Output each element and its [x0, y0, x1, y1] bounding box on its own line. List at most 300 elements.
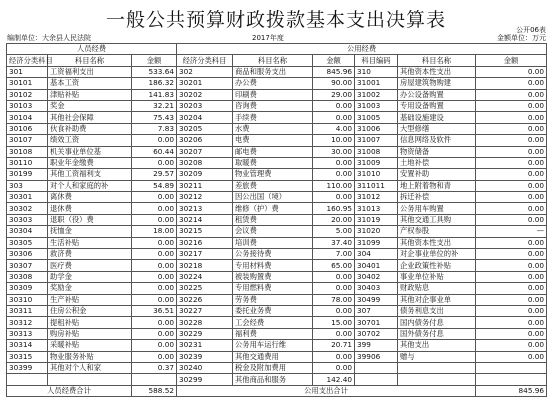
public-b-code-cell: 30403 — [355, 283, 398, 294]
totals-row — [7, 385, 547, 396]
personnel-code-cell: 30106 — [7, 123, 48, 134]
public-a-amount-cell: 0.00 — [313, 328, 355, 339]
table-row — [7, 226, 547, 237]
public-b-code-cell: 31009 — [355, 157, 398, 168]
public-b-amount-cell: 0.00 — [476, 89, 547, 100]
public-b-amount-cell: 0.00 — [476, 260, 547, 271]
public-b-amount-cell: 0.00 — [476, 135, 547, 146]
personnel-amount-cell: 533.64 — [132, 66, 177, 77]
column-header-row — [7, 55, 547, 66]
personnel-code-cell: 30101 — [7, 78, 48, 89]
compiling-unit: 编制单位：大余县人民法院 — [7, 34, 91, 42]
public-b-name-cell: 赠与 — [398, 351, 476, 362]
public-a-amount-cell: 10.00 — [313, 135, 355, 146]
public-b-name-cell: 土地补偿 — [398, 157, 476, 168]
public-a-code-cell: 30240 — [177, 362, 233, 373]
public-b-code-cell: 30499 — [355, 294, 398, 305]
personnel-code-cell: 30306 — [7, 249, 48, 260]
personnel-amount-cell: 36.51 — [132, 305, 177, 316]
public-a-name-cell: 被装购置费 — [233, 271, 313, 282]
report-title: 一般公共预算财政拨款基本支出决算表 — [105, 9, 446, 31]
personnel-code-cell: 30304 — [7, 226, 48, 237]
public-b-name-cell: 拆迁补偿 — [398, 192, 476, 203]
personnel-name-cell: 伙食补助费 — [48, 123, 132, 134]
public-b-code-cell: 31007 — [355, 135, 398, 146]
personnel-name-cell: 职业年金缴费 — [48, 157, 132, 168]
personnel-code-cell: 30311 — [7, 305, 48, 316]
personnel-name-cell: 绩效工资 — [48, 135, 132, 146]
personnel-code-cell: 301 — [7, 66, 48, 77]
public-b-amount-cell: 0.00 — [476, 249, 547, 260]
report-year: 2017年度 — [252, 34, 284, 42]
public-a-amount-cell: 845.96 — [313, 66, 355, 77]
public-a-code-cell: 30202 — [177, 89, 233, 100]
personnel-name-cell: 奖金 — [48, 100, 132, 111]
public-a-code-cell: 30227 — [177, 305, 233, 316]
personnel-code-cell: 30315 — [7, 351, 48, 362]
personnel-amount-cell: 0.00 — [132, 214, 177, 225]
public-b-name-cell: 国内债务付息 — [398, 317, 476, 328]
public-a-name-cell: 咨询费 — [233, 100, 313, 111]
public-b-amount-cell: 0.00 — [476, 157, 547, 168]
public-b-name-cell: 地上附着物和青 — [398, 180, 476, 191]
public-b-name-cell: 产权参股 — [398, 226, 476, 237]
public-a-amount-cell: 0.00 — [313, 362, 355, 373]
public-b-code-cell: 31006 — [355, 123, 398, 134]
table-row — [7, 351, 547, 362]
public-b-amount-cell: 0.00 — [476, 305, 547, 316]
personnel-amount-cell: 29.57 — [132, 169, 177, 180]
public-b-amount-cell: 0.00 — [476, 328, 547, 339]
public-b-code-cell: 30401 — [355, 260, 398, 271]
personnel-amount-cell: 0.00 — [132, 260, 177, 271]
public-a-code-cell: 30213 — [177, 203, 233, 214]
personnel-name-cell: 物业服务补贴 — [48, 351, 132, 362]
public-b-name-cell: 公务用车购置 — [398, 203, 476, 214]
col-header-code: 经济分类科目 — [7, 55, 48, 66]
table-row — [7, 317, 547, 328]
public-a-name-cell: 电费 — [233, 135, 313, 146]
table-row — [7, 78, 547, 89]
group-header-row — [7, 44, 547, 55]
personnel-amount-cell: 0.00 — [132, 328, 177, 339]
public-b-code-cell: 310 — [355, 66, 398, 77]
personnel-name-cell: 基本工资 — [48, 78, 132, 89]
personnel-code-cell: 30307 — [7, 260, 48, 271]
public-b-code-cell: 31012 — [355, 192, 398, 203]
public-a-code-cell: 30211 — [177, 180, 233, 191]
table-row — [7, 135, 547, 146]
table-row — [7, 66, 547, 77]
public-b-name-cell: 安置补助 — [398, 169, 476, 180]
public-a-amount-cell: 20.00 — [313, 214, 355, 225]
public-b-code-cell: 304 — [355, 249, 398, 260]
table-row — [7, 305, 547, 316]
public-b-amount-cell: — — [476, 226, 547, 237]
personnel-name-cell: 住房公积金 — [48, 305, 132, 316]
public-a-amount-cell: 0.00 — [313, 351, 355, 362]
public-a-amount-cell: 142.40 — [313, 374, 355, 385]
personnel-code-cell: 30104 — [7, 112, 48, 123]
personnel-code-cell: 30110 — [7, 157, 48, 168]
public-a-code-cell: 30212 — [177, 192, 233, 203]
public-b-amount-cell: 0.00 — [476, 66, 547, 77]
form-number: 公开06表 — [516, 26, 546, 34]
expenditure-table — [6, 43, 547, 397]
public-a-code-cell: 30204 — [177, 112, 233, 123]
public-b-name-cell — [398, 374, 476, 385]
public-a-code-cell: 30229 — [177, 328, 233, 339]
public-b-amount-cell: 0.00 — [476, 294, 547, 305]
public-b-code-cell: 30402 — [355, 271, 398, 282]
public-b-code-cell: 307 — [355, 305, 398, 316]
personnel-name-cell: 救济费 — [48, 249, 132, 260]
table-row — [7, 157, 547, 168]
table-row — [7, 123, 547, 134]
public-b-name-cell: 对企事业单位的补 — [398, 249, 476, 260]
public-a-name-cell: 公务用车运行维 — [233, 340, 313, 351]
col-header-subject: 科目编码 — [355, 55, 398, 66]
public-a-name-cell: 水费 — [233, 123, 313, 134]
public-a-code-cell: 30231 — [177, 340, 233, 351]
public-b-amount-cell: 0.00 — [476, 214, 547, 225]
public-a-amount-cell: 4.00 — [313, 123, 355, 134]
public-a-name-cell: 其他商品和服务 — [233, 374, 313, 385]
public-b-name-cell: 财政贴息 — [398, 283, 476, 294]
table-row — [7, 340, 547, 351]
personnel-amount-cell: 186.32 — [132, 78, 177, 89]
public-a-name-cell: 公务接待费 — [233, 249, 313, 260]
public-b-code-cell: 31099 — [355, 237, 398, 248]
personnel-amount-cell: 0.00 — [132, 135, 177, 146]
personnel-amount-cell: 32.21 — [132, 100, 177, 111]
col-header-code: 经济分类科目 — [177, 55, 233, 66]
public-b-amount-cell — [476, 362, 547, 373]
personnel-name-cell: 生产补贴 — [48, 294, 132, 305]
public-total-amount: 845.96 — [476, 385, 547, 396]
public-b-amount-cell: 0.00 — [476, 351, 547, 362]
public-a-name-cell: 劳务费 — [233, 294, 313, 305]
public-b-amount-cell: 0.00 — [476, 203, 547, 214]
public-a-code-cell: 30224 — [177, 271, 233, 282]
personnel-amount-cell: 0.00 — [132, 340, 177, 351]
public-b-name-cell: 信息网络及软件 — [398, 135, 476, 146]
public-a-name-cell: 委托业务费 — [233, 305, 313, 316]
public-a-code-cell: 30214 — [177, 214, 233, 225]
public-a-name-cell: 印刷费 — [233, 89, 313, 100]
personnel-amount-cell: 0.00 — [132, 203, 177, 214]
personnel-name-cell: 生活补贴 — [48, 237, 132, 248]
public-b-amount-cell: 0.00 — [476, 180, 547, 191]
public-a-name-cell: 因公出国（境） — [233, 192, 313, 203]
personnel-amount-cell: 0.00 — [132, 271, 177, 282]
public-b-code-cell: 31008 — [355, 146, 398, 157]
public-a-code-cell: 30225 — [177, 283, 233, 294]
public-a-amount-cell: 0.00 — [313, 305, 355, 316]
public-b-name-cell: 办公设备购置 — [398, 89, 476, 100]
table-row — [7, 89, 547, 100]
public-a-name-cell: 工会经费 — [233, 317, 313, 328]
public-a-code-cell: 30205 — [177, 123, 233, 134]
personnel-code-cell: 303 — [7, 180, 48, 191]
public-a-amount-cell: 37.40 — [313, 237, 355, 248]
money-unit: 金额单位：万元 — [497, 34, 546, 42]
public-b-name-cell: 事业单位补贴 — [398, 271, 476, 282]
public-a-name-cell: 会议费 — [233, 226, 313, 237]
public-a-amount-cell: 65.00 — [313, 260, 355, 271]
public-b-code-cell: 311011 — [355, 180, 398, 191]
public-a-amount-cell: 29.00 — [313, 89, 355, 100]
public-b-amount-cell: 0.00 — [476, 340, 547, 351]
table-row — [7, 374, 547, 385]
personnel-code-cell: 30312 — [7, 317, 48, 328]
public-b-code-cell: 399 — [355, 340, 398, 351]
public-a-code-cell: 30201 — [177, 78, 233, 89]
personnel-name-cell: 退休费 — [48, 203, 132, 214]
personnel-amount-cell: 60.44 — [132, 146, 177, 157]
personnel-amount-cell: 7.83 — [132, 123, 177, 134]
personnel-name-cell: 助学金 — [48, 271, 132, 282]
public-b-code-cell: 31005 — [355, 112, 398, 123]
personnel-name-cell: 采暖补贴 — [48, 340, 132, 351]
public-a-amount-cell: 0.00 — [313, 100, 355, 111]
table-row — [7, 169, 547, 180]
public-a-amount-cell: 78.00 — [313, 294, 355, 305]
public-b-name-cell — [398, 362, 476, 373]
public-a-name-cell: 专用燃料费 — [233, 283, 313, 294]
public-b-code-cell: 30701 — [355, 317, 398, 328]
personnel-amount-cell: 0.00 — [132, 249, 177, 260]
public-b-code-cell: 39906 — [355, 351, 398, 362]
personnel-name-cell — [48, 374, 132, 385]
personnel-code-cell: 30301 — [7, 192, 48, 203]
public-b-name-cell: 专用设备购置 — [398, 100, 476, 111]
public-b-amount-cell: 0.00 — [476, 317, 547, 328]
public-a-name-cell: 邮电费 — [233, 146, 313, 157]
public-a-name-cell: 租赁费 — [233, 214, 313, 225]
personnel-code-cell: 30313 — [7, 328, 48, 339]
public-a-name-cell: 培训费 — [233, 237, 313, 248]
personnel-name-cell: 机关事业单位基 — [48, 146, 132, 157]
personnel-code-cell: 30107 — [7, 135, 48, 146]
table-row — [7, 260, 547, 271]
personnel-amount-cell: 0.00 — [132, 294, 177, 305]
personnel-name-cell: 医疗费 — [48, 260, 132, 271]
public-b-code-cell — [355, 362, 398, 373]
public-b-amount-cell: 0.00 — [476, 123, 547, 134]
col-header-name: 科目名称 — [398, 55, 476, 66]
public-a-amount-cell: 7.00 — [313, 249, 355, 260]
public-b-name-cell: 国外债务付息 — [398, 328, 476, 339]
personnel-name-cell: 其他工资福利支 — [48, 169, 132, 180]
table-row — [7, 100, 547, 111]
personnel-code-cell: 30199 — [7, 169, 48, 180]
personnel-amount-cell: 141.83 — [132, 89, 177, 100]
public-a-amount-cell: 90.00 — [313, 78, 355, 89]
public-b-code-cell — [355, 374, 398, 385]
personnel-total-amount: 588.52 — [132, 385, 177, 396]
public-a-code-cell: 30226 — [177, 294, 233, 305]
public-b-code-cell: 31001 — [355, 78, 398, 89]
personnel-code-cell: 30108 — [7, 146, 48, 157]
personnel-code-cell: 30308 — [7, 271, 48, 282]
public-a-name-cell: 税金及附加费用 — [233, 362, 313, 373]
public-a-code-cell: 30206 — [177, 135, 233, 146]
public-a-name-cell: 办公费 — [233, 78, 313, 89]
public-a-name-cell: 商品和服务支出 — [233, 66, 313, 77]
table-row — [7, 328, 547, 339]
personnel-code-cell: 30309 — [7, 283, 48, 294]
table-row — [7, 362, 547, 373]
col-header-amount: 金额 — [132, 55, 177, 66]
public-a-code-cell: 30209 — [177, 169, 233, 180]
personnel-code-cell: 30310 — [7, 294, 48, 305]
table-row — [7, 237, 547, 248]
public-a-code-cell: 30239 — [177, 351, 233, 362]
public-b-name-cell: 房屋建筑物购建 — [398, 78, 476, 89]
public-a-name-cell: 物业管理费 — [233, 169, 313, 180]
personnel-name-cell: 津贴补贴 — [48, 89, 132, 100]
personnel-code-cell: 30302 — [7, 203, 48, 214]
personnel-name-cell: 抚恤金 — [48, 226, 132, 237]
public-b-amount-cell: 0.00 — [476, 100, 547, 111]
public-a-name-cell: 手续费 — [233, 112, 313, 123]
public-b-code-cell: 31003 — [355, 100, 398, 111]
public-a-code-cell: 30216 — [177, 237, 233, 248]
personnel-code-cell: 30305 — [7, 237, 48, 248]
table-row — [7, 192, 547, 203]
public-b-name-cell: 物资储备 — [398, 146, 476, 157]
public-a-amount-cell: 110.00 — [313, 180, 355, 191]
public-b-name-cell: 其他对企事业单 — [398, 294, 476, 305]
public-b-name-cell: 其他交通工具购 — [398, 214, 476, 225]
public-a-name-cell: 差旅费 — [233, 180, 313, 191]
public-a-name-cell: 维修（护）费 — [233, 203, 313, 214]
public-b-name-cell: 大型修缮 — [398, 123, 476, 134]
personnel-amount-cell: 0.00 — [132, 351, 177, 362]
public-b-code-cell: 31010 — [355, 169, 398, 180]
public-b-code-cell: 31013 — [355, 203, 398, 214]
personnel-name-cell: 工资福利支出 — [48, 66, 132, 77]
col-header-amount: 金额 — [476, 55, 547, 66]
personnel-code-cell: 30399 — [7, 362, 48, 373]
personnel-name-cell: 其他社会保障 — [48, 112, 132, 123]
personnel-code-cell: 30103 — [7, 100, 48, 111]
public-b-amount-cell: 0.00 — [476, 283, 547, 294]
col-header-name: 科目名称 — [233, 55, 313, 66]
personnel-amount-cell: 54.89 — [132, 180, 177, 191]
public-a-amount-cell: 0.00 — [313, 157, 355, 168]
personnel-amount-cell: 0.00 — [132, 283, 177, 294]
personnel-amount-cell: 0.37 — [132, 362, 177, 373]
personnel-name-cell: 购房补贴 — [48, 328, 132, 339]
public-a-code-cell: 302 — [177, 66, 233, 77]
personnel-amount-cell — [132, 374, 177, 385]
table-row — [7, 249, 547, 260]
public-a-amount-cell: 0.00 — [313, 169, 355, 180]
public-b-amount-cell: 0.00 — [476, 169, 547, 180]
public-b-name-cell: 其他支出 — [398, 340, 476, 351]
public-b-amount-cell: 0.00 — [476, 237, 547, 248]
personnel-code-cell: 30314 — [7, 340, 48, 351]
personnel-amount-cell: 0.00 — [132, 192, 177, 203]
public-b-amount-cell: 0.00 — [476, 271, 547, 282]
personnel-amount-cell: 18.00 — [132, 226, 177, 237]
personnel-code-cell: 30303 — [7, 214, 48, 225]
public-b-name-cell: 基础设施建设 — [398, 112, 476, 123]
col-header-amount: 金额 — [313, 55, 355, 66]
public-b-amount-cell — [476, 374, 547, 385]
public-b-name-cell: 债务利息支出 — [398, 305, 476, 316]
personnel-name-cell: 离休费 — [48, 192, 132, 203]
public-b-amount-cell: 0.00 — [476, 78, 547, 89]
public-group-header: 公用经费 — [177, 44, 547, 55]
public-b-code-cell: 31020 — [355, 226, 398, 237]
table-row — [7, 283, 547, 294]
table-row — [7, 180, 547, 191]
public-a-amount-cell: 160.95 — [313, 203, 355, 214]
table-row — [7, 203, 547, 214]
public-b-code-cell: 31019 — [355, 214, 398, 225]
public-a-amount-cell: 20.71 — [313, 340, 355, 351]
public-a-amount-cell: 0.00 — [313, 112, 355, 123]
personnel-amount-cell: 0.00 — [132, 157, 177, 168]
public-a-code-cell: 30208 — [177, 157, 233, 168]
public-b-code-cell: 30702 — [355, 328, 398, 339]
public-b-amount-cell: 0.00 — [476, 146, 547, 157]
public-a-name-cell: 其他交通费用 — [233, 351, 313, 362]
public-a-code-cell: 30299 — [177, 374, 233, 385]
public-total-label: 公用支出合计 — [177, 385, 476, 396]
personnel-amount-cell: 0.00 — [132, 317, 177, 328]
personnel-name-cell: 对个人和家庭的补 — [48, 180, 132, 191]
table-row — [7, 214, 547, 225]
personnel-name-cell: 退职（役）费 — [48, 214, 132, 225]
personnel-code-cell — [7, 374, 48, 385]
public-a-amount-cell: 0.00 — [313, 192, 355, 203]
public-a-name-cell: 福利费 — [233, 328, 313, 339]
col-header-name: 科目名称 — [48, 55, 132, 66]
public-b-amount-cell: 0.00 — [476, 192, 547, 203]
public-a-code-cell: 30217 — [177, 249, 233, 260]
public-a-amount-cell: 0.00 — [313, 271, 355, 282]
public-a-name-cell: 取暖费 — [233, 157, 313, 168]
public-a-amount-cell: 30.00 — [313, 146, 355, 157]
personnel-name-cell: 奖励金 — [48, 283, 132, 294]
public-a-amount-cell: 0.00 — [313, 283, 355, 294]
table-row — [7, 146, 547, 157]
public-a-code-cell: 30215 — [177, 226, 233, 237]
public-a-name-cell: 专用材料费 — [233, 260, 313, 271]
public-b-amount-cell: 0.00 — [476, 112, 547, 123]
personnel-amount-cell: 0.00 — [132, 237, 177, 248]
personnel-name-cell: 其他对个人和家 — [48, 362, 132, 373]
public-a-code-cell: 30203 — [177, 100, 233, 111]
personnel-name-cell: 提租补贴 — [48, 317, 132, 328]
public-a-code-cell: 30207 — [177, 146, 233, 157]
personnel-group-header: 人员经费 — [7, 44, 177, 55]
personnel-amount-cell: 75.43 — [132, 112, 177, 123]
table-row — [7, 112, 547, 123]
public-a-code-cell: 30228 — [177, 317, 233, 328]
public-b-name-cell: 企业政策性补贴 — [398, 260, 476, 271]
public-a-code-cell: 30218 — [177, 260, 233, 271]
public-b-name-cell: 其他资本性支出 — [398, 66, 476, 77]
personnel-code-cell: 30102 — [7, 89, 48, 100]
public-b-name-cell: 其他资本性支出 — [398, 237, 476, 248]
public-b-code-cell: 31002 — [355, 89, 398, 100]
table-row — [7, 294, 547, 305]
